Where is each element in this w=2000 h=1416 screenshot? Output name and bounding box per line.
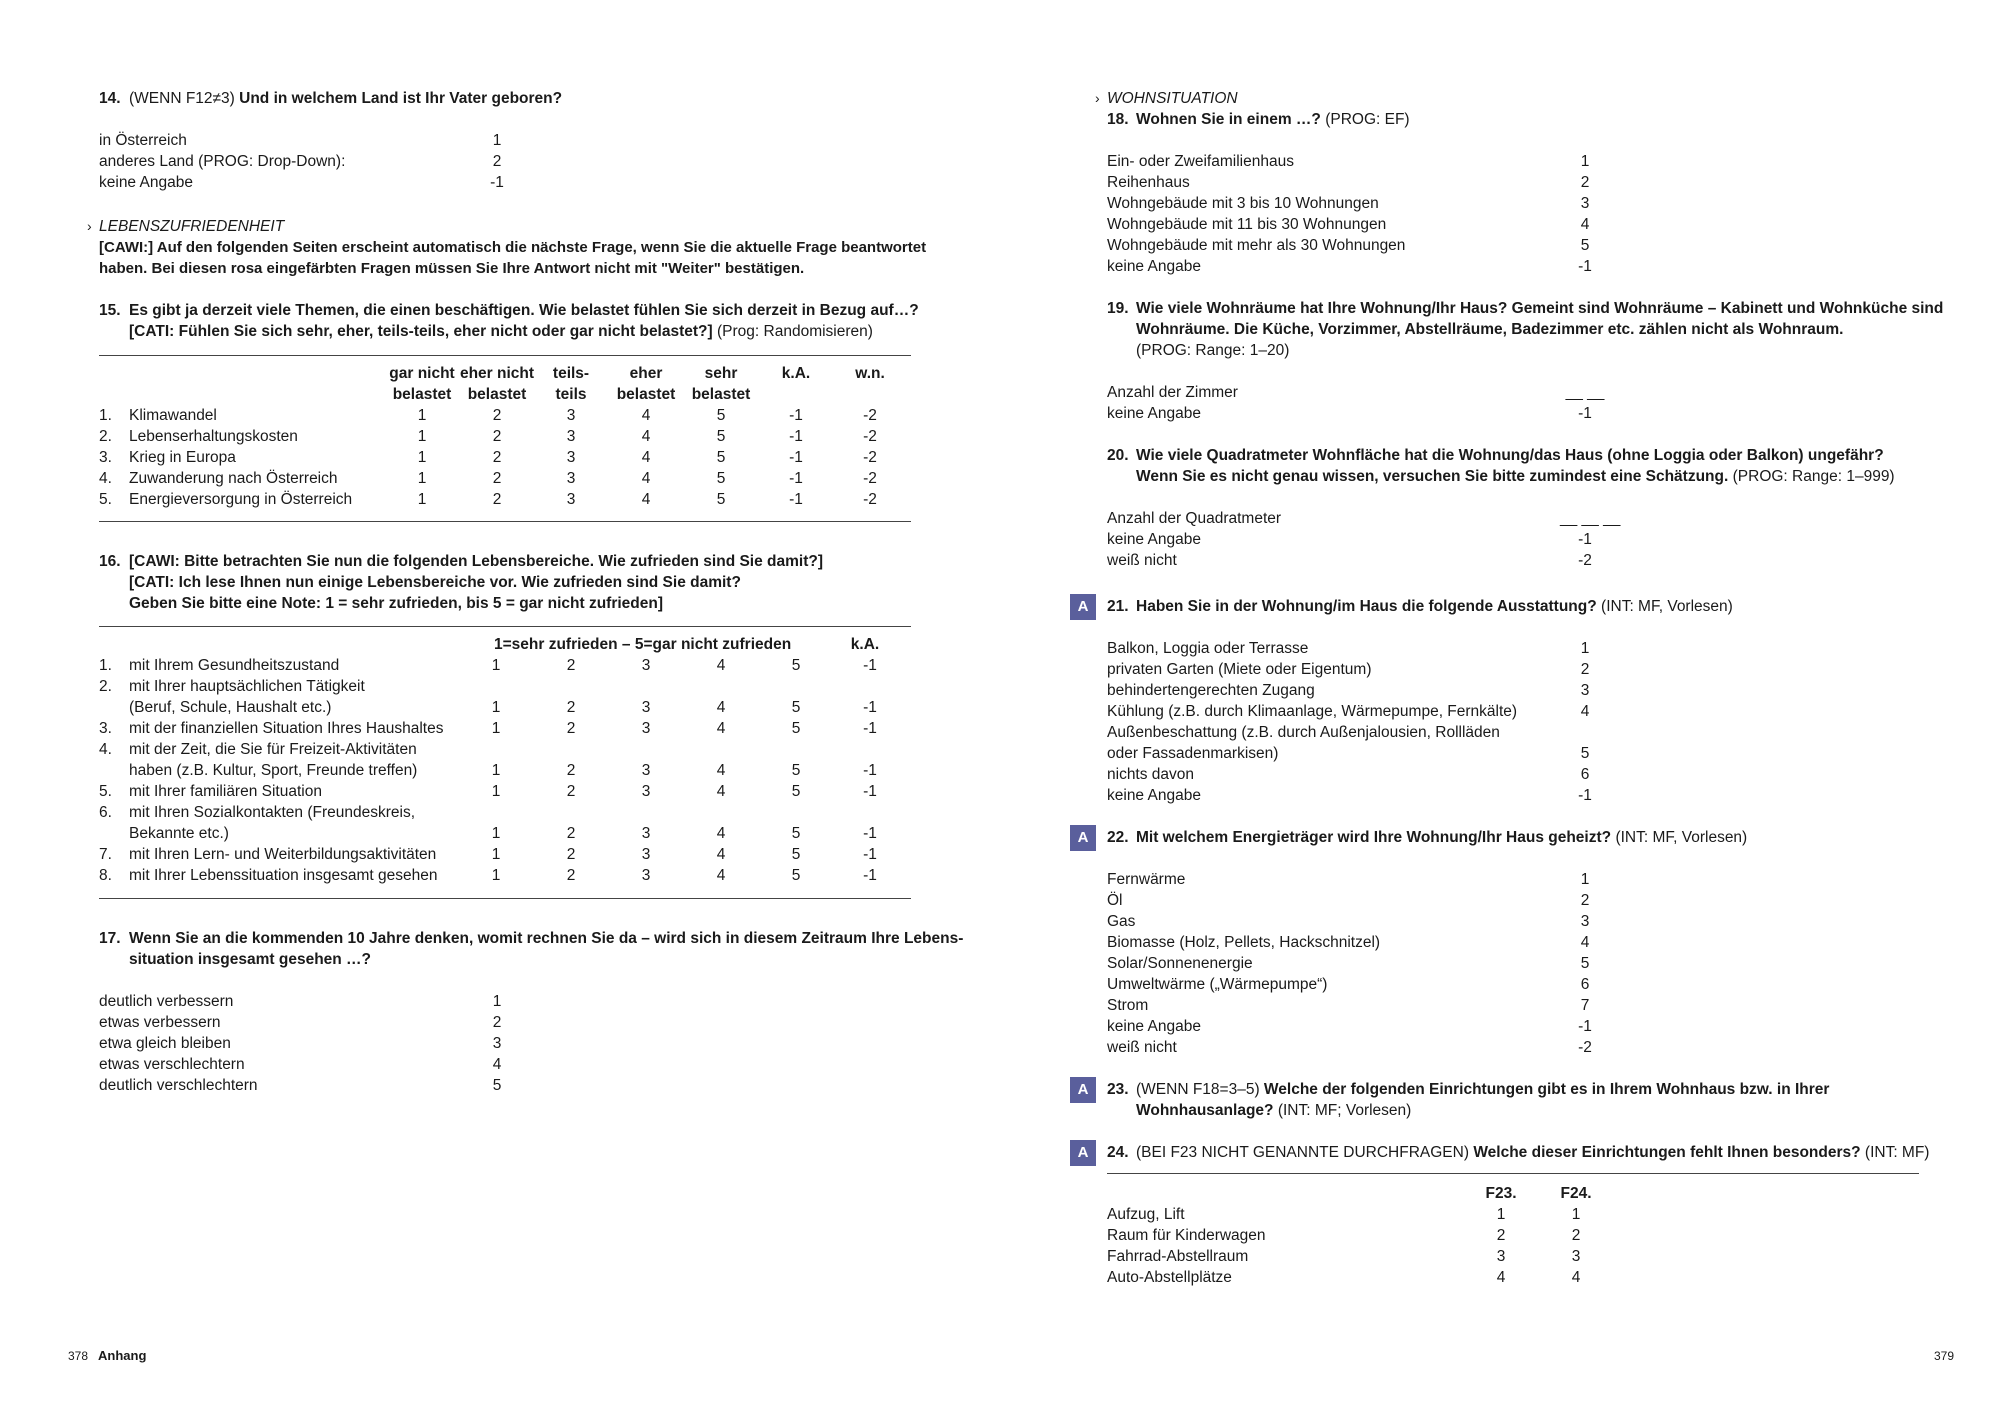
q18-option-label: Ein- oder Zweifamilienhaus [1107, 153, 1294, 170]
q18-option-label: Wohngebäude mit mehr als 30 Wohnungen [1107, 237, 1406, 254]
q15-row-number: 1. [99, 407, 112, 424]
q21-option-label: behindertengerechten Zugang [1107, 682, 1315, 699]
q18-option-code: 4 [1580, 216, 1590, 233]
q15-row-code: 2 [492, 407, 502, 424]
q24-prefix: (BEI F23 NICHT GENANNTE DURCHFRAGEN) [1136, 1144, 1469, 1161]
q16-row-code: 2 [566, 867, 576, 884]
cawi-note-line2: haben. Bei diesen rosa eingefärbten Fragen müssen Sie Ihre Antwort nicht mit "Weiter" bestätigen. [99, 260, 805, 277]
q16-row-number: 5. [99, 783, 112, 800]
q22-option-label: Umweltwärme („Wärmepumpe“) [1107, 976, 1328, 993]
q16-row-code: 5 [791, 720, 801, 737]
q15-row-code: 3 [566, 449, 576, 466]
q20-prog: (PROG: Range: 1–999) [1732, 468, 1895, 485]
q21-option-label: keine Angabe [1107, 787, 1201, 804]
q21-option-label: nichts davon [1107, 766, 1195, 783]
q16-row-code: -1 [863, 783, 877, 800]
page-number-right: 379 [1934, 1349, 1955, 1363]
q15-row-number: 2. [99, 428, 112, 445]
q22-option-code: 7 [1580, 997, 1590, 1014]
q16-row-number: 4. [99, 741, 112, 758]
q15-column-header-line2: belastet [392, 386, 452, 403]
q23-prefix: (WENN F18=3–5) [1136, 1081, 1260, 1098]
q18-question [1136, 109, 1410, 130]
q15-line2 [129, 321, 873, 342]
q22-option-label: Gas [1107, 913, 1136, 930]
q16-row-code: -1 [863, 846, 877, 863]
q19-line1: Wie viele Wohnräume hat Ihre Wohnung/Ihr Haus? Gemeint sind Wohnräume – Kabinett und Wohnküche sind [1136, 300, 1944, 317]
q16-row-number: 7. [99, 846, 112, 863]
q15-row-code: 4 [641, 491, 651, 508]
q22-option-code: 4 [1580, 934, 1590, 951]
q15-number: 15. [99, 302, 121, 319]
q15-row-code: -2 [863, 491, 877, 508]
q14-text: Und in welchem Land ist Ihr Vater geboren? [239, 90, 563, 107]
q22-option-label: Strom [1107, 997, 1149, 1014]
q22-option-label: Biomasse (Holz, Pellets, Hackschnitzel) [1107, 934, 1381, 951]
q18-option-code: -1 [1578, 258, 1592, 275]
q15-column-header-line1: gar nicht [389, 365, 455, 382]
q16-row-code: 1 [491, 867, 501, 884]
q15-row-code: 5 [716, 407, 726, 424]
q16-rule-bottom [99, 898, 911, 899]
q19-option-label: keine Angabe [1107, 405, 1201, 422]
q14-option-label: in Österreich [99, 132, 187, 149]
q22-option-code: 2 [1580, 892, 1590, 909]
q23-text: Welche der folgenden Einrichtungen gibt es in Ihrem Wohnhaus bzw. in Ihrer [1263, 1081, 1830, 1098]
q16-row-code: 2 [566, 846, 576, 863]
q20-line1: Wie viele Quadratmeter Wohnfläche hat die Wohnung/das Haus (ohne Loggia oder Balkon) ungefähr? [1136, 447, 1884, 464]
q19-option-code: -1 [1578, 405, 1592, 422]
q15-row-code: 4 [641, 407, 651, 424]
q15-column-header-line1: sehr [704, 365, 738, 382]
q21-prog: (INT: MF, Vorlesen) [1601, 598, 1733, 615]
q16-row-code: 5 [791, 825, 801, 842]
q22-option-code: -1 [1578, 1018, 1592, 1035]
q17-number: 17. [99, 930, 121, 947]
q22-option-label: Öl [1107, 892, 1123, 909]
q16-row-code: 4 [716, 867, 726, 884]
chevron-right-icon: › [87, 218, 92, 234]
q15-cati: [CATI: Fühlen Sie sich sehr, eher, teils-teils, eher nicht oder gar nicht belastet?] [129, 323, 713, 340]
q16-row-code: 4 [716, 720, 726, 737]
q16-row-code: 4 [716, 699, 726, 716]
q21-option-label: privaten Garten (Miete oder Eigentum) [1107, 661, 1372, 678]
q23-number: 23. [1107, 1081, 1129, 1098]
q16-row-code: 4 [716, 762, 726, 779]
q16-row-code: 3 [641, 783, 651, 800]
q17-option-label: deutlich verbessern [99, 993, 234, 1010]
q17-option-code: 4 [492, 1056, 502, 1073]
q22-number: 22. [1107, 829, 1129, 846]
chevron-right-icon: › [1095, 90, 1100, 106]
q14-number: 14. [99, 90, 121, 107]
q14-option-label: anderes Land (PROG: Drop-Down): [99, 153, 346, 170]
q15-row-code: -1 [789, 407, 803, 424]
q14-option-code: 1 [492, 132, 502, 149]
q15-row-code: 5 [716, 449, 726, 466]
q15-row-label: Lebenserhaltungskosten [129, 428, 298, 445]
q15-row-code: -1 [789, 428, 803, 445]
q15-column-header-line1: k.A. [781, 365, 811, 382]
q14-prefix: (WENN F12≠3) [129, 90, 235, 107]
q17-option-label: etwa gleich bleiben [99, 1035, 231, 1052]
q22-prog: (INT: MF, Vorlesen) [1615, 829, 1748, 846]
q22-option-code: 3 [1580, 913, 1590, 930]
q18-option-code: 2 [1580, 174, 1590, 191]
q15-row-number: 3. [99, 449, 112, 466]
q21-option-code: 3 [1580, 682, 1590, 699]
q16-row-code: 3 [641, 699, 651, 716]
q21-number: 21. [1107, 598, 1129, 615]
q17-option-code: 1 [492, 993, 502, 1010]
q15-row-code: 4 [641, 470, 651, 487]
q15-row-code: 4 [641, 428, 651, 445]
q21-option-code: 4 [1580, 703, 1590, 720]
q16-row-code: 5 [791, 762, 801, 779]
q22-option-label: Solar/Sonnenenergie [1107, 955, 1253, 972]
q16-line2: [CATI: Ich lese Ihnen nun einige Lebensbereiche vor. Wie zufrieden sind Sie damit? [129, 574, 741, 591]
q16-row-code: -1 [863, 825, 877, 842]
q18-number: 18. [1107, 111, 1129, 128]
q16-line1: [CAWI: Bitte betrachten Sie nun die folgenden Lebensbereiche. Wie zufrieden sind Sie damit?] [129, 553, 824, 570]
q24-row-label: Auto-Abstellplätze [1107, 1269, 1232, 1286]
q16-row-code: 4 [716, 846, 726, 863]
q24-row-code-f24: 3 [1571, 1248, 1581, 1265]
q15-row-code: -2 [863, 449, 877, 466]
q14-question [129, 88, 562, 109]
q24-col-f23: F23. [1485, 1185, 1517, 1202]
q14-option-code: 2 [492, 153, 502, 170]
q15-column-header-line1: teils- [552, 365, 590, 382]
q16-row-code: 3 [641, 825, 651, 842]
q15-column-header-line1: w.n. [855, 365, 885, 382]
q16-row-code: 4 [716, 783, 726, 800]
q19-option-label: Anzahl der Zimmer [1107, 384, 1238, 401]
q17-line1: Wenn Sie an die kommenden 10 Jahre denken, womit rechnen Sie da – wird sich in diesem Zeitraum Ihre Lebens- [129, 930, 964, 947]
q18-option-label: Reihenhaus [1107, 174, 1190, 191]
q23-text-cont: Wohnhausanlage? [1136, 1102, 1274, 1119]
right-page [1000, 0, 2000, 1416]
q24-badge: A [1070, 1140, 1096, 1166]
q16-row-label: mit Ihrer Lebenssituation insgesamt gesehen [129, 867, 438, 884]
q21-option-label-cont: oder Fassadenmarkisen) [1107, 745, 1279, 762]
q24-row-label: Aufzug, Lift [1107, 1206, 1185, 1223]
q15-column-header-line2: belastet [691, 386, 751, 403]
q20-option-label: Anzahl der Quadratmeter [1107, 510, 1282, 527]
q24-row-code-f23: 2 [1496, 1227, 1506, 1244]
q15-row-code: 1 [417, 491, 427, 508]
q16-row-label: mit der finanziellen Situation Ihres Haushaltes [129, 720, 444, 737]
q21-option-code: 6 [1580, 766, 1590, 783]
q15-column-header-line2: teils [555, 386, 587, 403]
q15-row-code: -1 [789, 491, 803, 508]
q16-row-code: 1 [491, 825, 501, 842]
q20-option-code: -1 [1578, 531, 1592, 548]
q15-row-code: -1 [789, 470, 803, 487]
q16-row-code: -1 [863, 657, 877, 674]
q21-option-code: 2 [1580, 661, 1590, 678]
q16-row-code: 2 [566, 657, 576, 674]
page-number-left: 378 [68, 1349, 89, 1363]
q18-option-code: 3 [1580, 195, 1590, 212]
q16-row-code: 2 [566, 720, 576, 737]
q15-prog: (Prog: Randomisieren) [717, 323, 873, 340]
q18-option-label: Wohngebäude mit 11 bis 30 Wohnungen [1107, 216, 1387, 233]
q15-column-header-line2: belastet [467, 386, 527, 403]
q16-row-number: 2. [99, 678, 112, 695]
q16-row-label: mit Ihren Sozialkontakten (Freundeskreis, [129, 804, 416, 821]
q15-rule-bottom [99, 521, 911, 522]
q22-option-code: 5 [1580, 955, 1590, 972]
q15-row-label: Krieg in Europa [129, 449, 236, 466]
q16-row-code: 3 [641, 720, 651, 737]
q15-row-code: 1 [417, 449, 427, 466]
q16-row-number: 8. [99, 867, 112, 884]
q14-option-code: -1 [490, 174, 504, 191]
q16-row-code: 5 [791, 867, 801, 884]
q15-row-number: 5. [99, 491, 112, 508]
q16-row-code: -1 [863, 699, 877, 716]
q16-row-code: 3 [641, 657, 651, 674]
q18-option-label: Wohngebäude mit 3 bis 10 Wohnungen [1107, 195, 1379, 212]
q24-text: Welche dieser Einrichtungen fehlt Ihnen besonders? [1473, 1144, 1861, 1161]
q24-question [1136, 1142, 1929, 1163]
q15-row-code: 2 [492, 428, 502, 445]
q16-row-label-cont: (Beruf, Schule, Haushalt etc.) [129, 699, 332, 716]
q21-option-label: Außenbeschattung (z.B. durch Außenjalousien, Rollläden [1107, 724, 1500, 741]
q24-row-code-f23: 1 [1496, 1206, 1506, 1223]
q16-row-code: 3 [641, 846, 651, 863]
q17-option-code: 2 [492, 1014, 502, 1031]
q16-row-code: 4 [716, 657, 726, 674]
q15-row-code: 4 [641, 449, 651, 466]
q15-row-code: 1 [417, 407, 427, 424]
q20-option-label: keine Angabe [1107, 531, 1201, 548]
q15-row-code: 2 [492, 449, 502, 466]
q16-row-code: 2 [566, 762, 576, 779]
q20-line2 [1136, 466, 1895, 487]
q15-row-code: 3 [566, 428, 576, 445]
q22-option-code: 1 [1580, 871, 1590, 888]
q15-column-header-line1: eher nicht [459, 365, 535, 382]
q20-option-code: -2 [1578, 552, 1592, 569]
section-title-wohnsituation: WOHNSITUATION [1107, 90, 1238, 107]
q21-option-label: Kühlung (z.B. durch Klimaanlage, Wärmepumpe, Fernkälte) [1107, 703, 1518, 720]
q14-option-label: keine Angabe [99, 174, 193, 191]
q16-row-label: mit Ihrem Gesundheitszustand [129, 657, 340, 674]
q18-prog: (PROG: EF) [1325, 111, 1410, 128]
q24-row-label: Fahrrad-Abstellraum [1107, 1248, 1249, 1265]
q19-option-code: __ __ [1565, 384, 1605, 401]
q22-question [1136, 827, 1747, 848]
q19-line2: Wohnräume. Die Küche, Vorzimmer, Abstellräume, Badezimmer etc. zählen nicht als Wohnraum. [1136, 321, 1844, 338]
q23-badge: A [1070, 1077, 1096, 1103]
q16-row-code: 1 [491, 762, 501, 779]
q17-option-label: deutlich verschlechtern [99, 1077, 258, 1094]
q15-row-code: 5 [716, 470, 726, 487]
q17-option-code: 5 [492, 1077, 502, 1094]
q18-option-code: 1 [1580, 153, 1590, 170]
q15-row-code: 2 [492, 470, 502, 487]
q16-row-code: -1 [863, 867, 877, 884]
q22-option-label: Fernwärme [1107, 871, 1186, 888]
q24-row-code-f24: 1 [1571, 1206, 1581, 1223]
q18-option-code: 5 [1580, 237, 1590, 254]
q16-row-code: -1 [863, 720, 877, 737]
q16-scale-header: 1=sehr zufrieden – 5=gar nicht zufrieden [494, 636, 792, 653]
q16-row-code: 1 [491, 783, 501, 800]
footer-section-label: Anhang [98, 1348, 147, 1363]
q16-row-number: 3. [99, 720, 112, 737]
q17-option-label: etwas verschlechtern [99, 1056, 245, 1073]
q16-row-code: 2 [566, 699, 576, 716]
q20-hint: Wenn Sie es nicht genau wissen, versuchen Sie bitte zumindest eine Schätzung. [1136, 468, 1729, 485]
q16-ka-header: k.A. [850, 636, 880, 653]
q15-row-label: Energieversorgung in Österreich [129, 491, 353, 508]
cawi-note-line1: [CAWI:] Auf den folgenden Seiten erscheint automatisch die nächste Frage, wenn Sie die aktuelle Frage beantwortet [99, 239, 927, 256]
q21-badge: A [1070, 594, 1096, 620]
q16-row-code: 5 [791, 699, 801, 716]
q15-row-code: 1 [417, 470, 427, 487]
q16-row-label-cont: haben (z.B. Kultur, Sport, Freunde treffen) [129, 762, 418, 779]
q16-row-label-cont: Bekannte etc.) [129, 825, 229, 842]
q15-row-code: 3 [566, 407, 576, 424]
q16-row-label: mit Ihrer hauptsächlichen Tätigkeit [129, 678, 365, 695]
q21-option-label: Balkon, Loggia oder Terrasse [1107, 640, 1309, 657]
q15-row-number: 4. [99, 470, 112, 487]
q24-row-code-f23: 4 [1496, 1269, 1506, 1286]
q16-row-code: 3 [641, 762, 651, 779]
q19-line3: (PROG: Range: 1–20) [1136, 342, 1290, 359]
q22-badge: A [1070, 825, 1096, 851]
q15-rule-top [99, 355, 911, 356]
q15-row-code: 1 [417, 428, 427, 445]
q16-row-code: -1 [863, 762, 877, 779]
q24-number: 24. [1107, 1144, 1129, 1161]
q17-option-label: etwas verbessern [99, 1014, 221, 1031]
q21-text: Haben Sie in der Wohnung/im Haus die folgende Ausstattung? [1136, 598, 1597, 615]
q15-row-code: -2 [863, 407, 877, 424]
q16-line3: Geben Sie bitte eine Note: 1 = sehr zufrieden, bis 5 = gar nicht zufrieden] [129, 595, 664, 612]
q19-number: 19. [1107, 300, 1129, 317]
q20-number: 20. [1107, 447, 1129, 464]
q21-option-code: 5 [1580, 745, 1590, 762]
q15-row-code: -2 [863, 428, 877, 445]
q16-row-number: 6. [99, 804, 112, 821]
q15-row-code: 5 [716, 428, 726, 445]
q18-text: Wohnen Sie in einem …? [1136, 111, 1321, 128]
q15-row-code: -1 [789, 449, 803, 466]
q16-number: 16. [99, 553, 121, 570]
q23-line2 [1136, 1100, 1411, 1121]
q22-option-label: weiß nicht [1107, 1039, 1177, 1056]
q16-row-label: mit der Zeit, die Sie für Freizeit-Aktivitäten [129, 741, 417, 758]
q16-row-code: 2 [566, 783, 576, 800]
q21-option-code: 1 [1580, 640, 1590, 657]
q20-option-code: __ __ __ [1560, 510, 1621, 527]
q16-row-label: mit Ihrer familiären Situation [129, 783, 322, 800]
q16-row-code: 1 [491, 657, 501, 674]
q21-question [1136, 596, 1733, 617]
q24-row-label: Raum für Kinderwagen [1107, 1227, 1266, 1244]
q18-option-label: keine Angabe [1107, 258, 1201, 275]
q17-line2: situation insgesamt gesehen …? [129, 951, 372, 968]
q16-row-code: 3 [641, 867, 651, 884]
q24-prog: (INT: MF) [1864, 1144, 1930, 1161]
q15-row-code: 2 [492, 491, 502, 508]
q17-option-code: 3 [492, 1035, 502, 1052]
q20-option-label: weiß nicht [1107, 552, 1177, 569]
q23-prog: (INT: MF; Vorlesen) [1277, 1102, 1412, 1119]
q16-row-code: 1 [491, 699, 501, 716]
q24-row-code-f24: 4 [1571, 1269, 1581, 1286]
q16-row-code: 5 [791, 783, 801, 800]
q21-option-code: -1 [1578, 787, 1592, 804]
q16-row-code: 5 [791, 846, 801, 863]
q15-row-code: 3 [566, 470, 576, 487]
q16-row-label: mit Ihren Lern- und Weiterbildungsaktivitäten [129, 846, 437, 863]
q15-line1: Es gibt ja derzeit viele Themen, die einen beschäftigen. Wie belastet fühlen Sie sich derzeit in Bezug auf…? [129, 302, 919, 319]
q24-row-code-f23: 3 [1496, 1248, 1506, 1265]
q24-col-f24: F24. [1560, 1185, 1592, 1202]
q16-row-code: 4 [716, 825, 726, 842]
q16-row-code: 2 [566, 825, 576, 842]
q15-column-header-line1: eher [629, 365, 663, 382]
q16-rule-top [99, 626, 911, 627]
q24-row-code-f24: 2 [1571, 1227, 1581, 1244]
q22-option-code: 6 [1580, 976, 1590, 993]
q23-line1 [1136, 1079, 1829, 1100]
q16-row-code: 5 [791, 657, 801, 674]
q24-rule-top [1107, 1173, 1919, 1174]
q16-row-code: 1 [491, 720, 501, 737]
q15-row-label: Klimawandel [129, 407, 217, 424]
q16-row-code: 1 [491, 846, 501, 863]
q15-row-label: Zuwanderung nach Österreich [129, 470, 338, 487]
q15-column-header-line2: belastet [616, 386, 676, 403]
q16-row-number: 1. [99, 657, 112, 674]
q22-option-code: -2 [1578, 1039, 1592, 1056]
q22-text: Mit welchem Energieträger wird Ihre Wohnung/Ihr Haus geheizt? [1136, 829, 1612, 846]
section-title-lebenszufriedenheit: LEBENSZUFRIEDENHEIT [99, 218, 285, 235]
q15-row-code: -2 [863, 470, 877, 487]
q15-row-code: 5 [716, 491, 726, 508]
q15-row-code: 3 [566, 491, 576, 508]
q22-option-label: keine Angabe [1107, 1018, 1201, 1035]
